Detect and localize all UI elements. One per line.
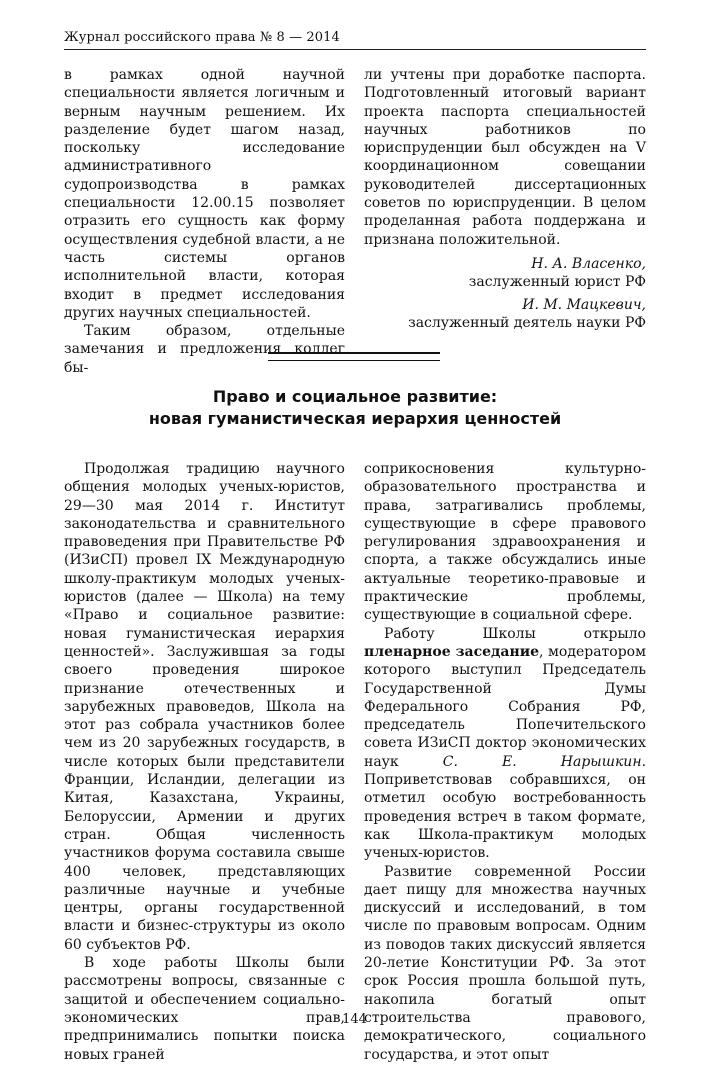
text-run: , модератором которого выступил Председатель Государственной Думы Федерального Собрания РФ, председатель Попечительского совета ИЗиСП доктор экономических наук (364, 643, 646, 770)
article-title-line: новая гуманистическая иерархия ценностей (148, 409, 562, 428)
top-right-column (364, 66, 646, 332)
section-divider (268, 352, 440, 361)
article-left-column (64, 460, 345, 1064)
paragraph (364, 625, 646, 863)
author-title: заслуженный деятель науки РФ (408, 314, 646, 331)
article-title-line: Право и социальное развитие: (212, 387, 498, 406)
text-run: Работу Школы открыло (384, 625, 646, 642)
running-header (64, 30, 646, 50)
paragraph: В ходе работы Школы были рассмотрены вопросы, связанные с защитой и обеспечением социально-экономических прав, предпринимались попытки поиска новых граней (64, 955, 345, 1063)
bold-term: пленарное заседание (364, 643, 539, 660)
paragraph: в рамках одной научной специальности является логичным и верным научным решением. Их разделение будет шагом назад, поскольку исследование административного судопроизводства в рамках специальности 12.00.15 позволяет отразить его сущность как форму осуществления судебной власти, а не часть системы органов исполнительной власти, которая входит в предмет исследования других научных специальностей. (64, 67, 345, 321)
author-name: Н. А. Власенко, (531, 255, 646, 272)
page-number: 144 (342, 1012, 367, 1027)
paragraph: Продолжая традицию научного общения молодых ученых-юристов, 29—30 мая 2014 г. Институт законодательства и сравнительного правоведения при Правительстве РФ (ИЗиСП) провел IX Международную школу-практикум молодых ученых-юристов (далее — Школа) на тему «Право и социальное развитие: новая гуманистическая иерархия ценностей». Заслужившая за годы своего проведения широкое признание отечественных и зарубежных правоведов, Школа на этот раз собрала участников более чем из 20 зарубежных государств, в числе которых были представители Франции, Исландии, делегации из Китая, Казахстана, Украины, Белоруссии, Армении и других стран. Общая численность участников форума составила свыше 400 человек, представляющих различные научные и учебные центры, органы государственной власти и бизнес-структуры из около 60 субъектов РФ. (64, 461, 345, 953)
paragraph: Таким образом, отдельные замечания и предложения коллег бы- (64, 323, 345, 376)
text-run: . Поприветствовав собравшихся, он отметил особую востребованность проведения встреч в таком формате, как Школа-практикум молодых ученых-юристов. (364, 753, 647, 862)
article-right-column (364, 460, 646, 1064)
person-name: С. Е. Нарышкин (442, 753, 642, 770)
author-title: заслуженный юрист РФ (468, 274, 646, 291)
paragraph: Развитие современной России дает пищу для множества научных дискуссий и исследований, в том числе по правовым вопросам. Одним из поводов таких дискуссий является 20-летие Конституции РФ. За этот срок Россия прошла большой путь, накопила богатый опыт строительства правового, демократического, социального государства, и этот опыт (364, 863, 646, 1063)
signature-block (364, 255, 646, 332)
article-title (64, 386, 646, 430)
journal-title: Журнал российского права № 8 — 2014 (64, 30, 340, 45)
author-name: И. М. Мацкевич, (522, 296, 646, 313)
top-left-column (64, 66, 345, 377)
paragraph: ли учтены при доработке паспорта. Подготовленный итоговый вариант проекта паспорта специальностей научных работников по юриспруденции был обсужден на V координационном совещании руководителей диссертационных советов по юриспруденции. В целом проделанная работа поддержана и признана положительной. (364, 67, 646, 248)
paragraph: соприкосновения культурно-образовательного пространства и права, затрагивались проблемы, существующие в сфере правового регулирования здравоохранения и спорта, а также обсуждались иные актуальные теоретико-правовые и практические проблемы, существующие в социальной сфере. (364, 461, 646, 624)
